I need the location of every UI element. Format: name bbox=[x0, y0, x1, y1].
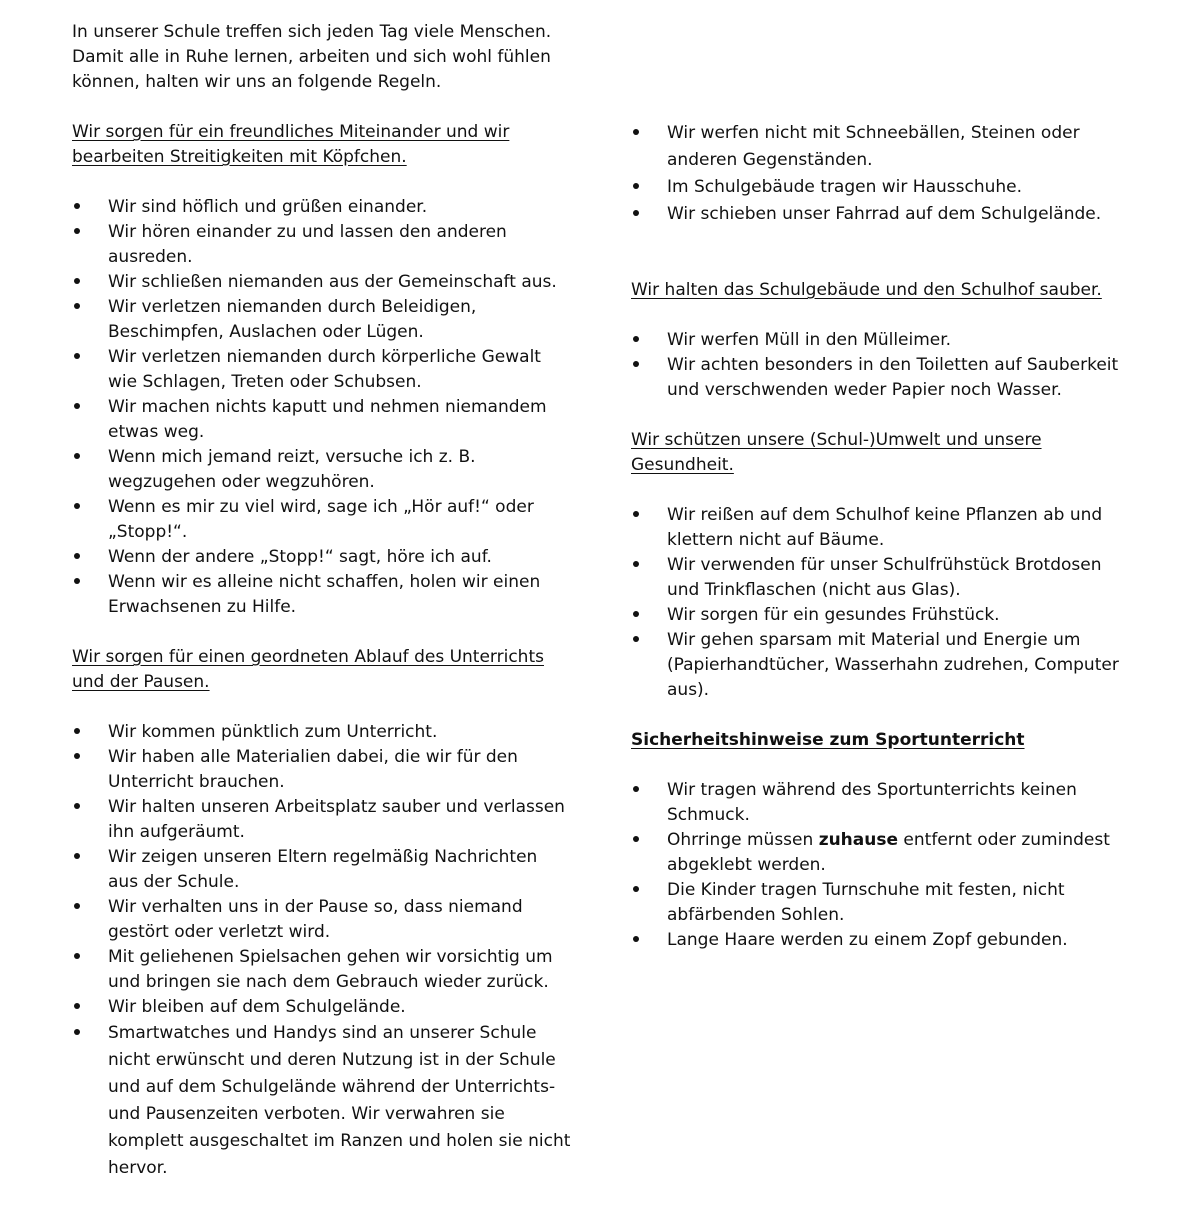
list-item: Wir hören einander zu und lassen den anderen ausreden. bbox=[72, 220, 572, 270]
list-item: Mit geliehenen Spielsachen gehen wir vorsichtig um und bringen sie nach dem Gebrauch wieder zurück. bbox=[72, 945, 572, 995]
bullet-icon bbox=[72, 220, 82, 245]
bullet-icon bbox=[72, 270, 82, 295]
list-item: Wir achten besonders in den Toiletten auf Sauberkeit und verschwenden weder Papier noch Wasser. bbox=[631, 353, 1131, 403]
bullet-icon bbox=[72, 720, 82, 745]
list-ablauf bbox=[72, 720, 572, 1182]
bullet-icon bbox=[631, 174, 641, 201]
list-item: Lange Haare werden zu einem Zopf gebunden. bbox=[631, 928, 1131, 953]
bullet-icon bbox=[72, 1020, 82, 1047]
section-heading-ablauf: Wir sorgen für einen geordneten Ablauf des Unterrichts und der Pausen. bbox=[72, 647, 544, 692]
bullet-icon bbox=[72, 945, 82, 970]
list-item: Wir verwenden für unser Schulfrühstück Brotdosen und Trinkflaschen (nicht aus Glas). bbox=[631, 553, 1131, 603]
bullet-icon bbox=[72, 395, 82, 420]
list-item: Wir zeigen unseren Eltern regelmäßig Nachrichten aus der Schule. bbox=[72, 845, 572, 895]
list-item: Wenn der andere „Stopp!“ sagt, höre ich auf. bbox=[72, 545, 572, 570]
right-column bbox=[631, 120, 1131, 978]
emphasis-text: zuhause bbox=[818, 830, 899, 850]
list-item: Wir gehen sparsam mit Material und Energie um (Papierhandtücher, Wasserhahn zudrehen, Computer aus). bbox=[631, 628, 1131, 703]
bullet-icon bbox=[72, 795, 82, 820]
section-heading-sport: Sicherheitshinweise zum Sportunterricht bbox=[631, 730, 1025, 750]
list-item: Wenn es mir zu viel wird, sage ich „Hör auf!“ oder „Stopp!“. bbox=[72, 495, 572, 545]
bullet-icon bbox=[72, 845, 82, 870]
list-item: Im Schulgebäude tragen wir Hausschuhe. bbox=[631, 174, 1131, 201]
list-item: Wenn mich jemand reizt, versuche ich z. B. wegzugehen oder wegzuhören. bbox=[72, 445, 572, 495]
list-item: Wir bleiben auf dem Schulgelände. bbox=[72, 995, 572, 1020]
bullet-icon bbox=[72, 545, 82, 570]
bullet-icon bbox=[631, 628, 641, 653]
left-column bbox=[72, 20, 572, 1207]
bullet-icon bbox=[72, 995, 82, 1020]
section-heading-umwelt: Wir schützen unsere (Schul-)Umwelt und unsere Gesundheit. bbox=[631, 430, 1042, 475]
bullet-icon bbox=[631, 778, 641, 803]
list-item: Wir werfen Müll in den Mülleimer. bbox=[631, 328, 1131, 353]
list-item: Die Kinder tragen Turnschuhe mit festen, nicht abfärbenden Sohlen. bbox=[631, 878, 1131, 928]
bullet-icon bbox=[72, 445, 82, 470]
bullet-icon bbox=[631, 928, 641, 953]
list-item: Wir tragen während des Sportunterrichts keinen Schmuck. bbox=[631, 778, 1131, 828]
bullet-icon bbox=[72, 745, 82, 770]
bullet-icon bbox=[631, 201, 641, 228]
list-item: Wir haben alle Materialien dabei, die wir für den Unterricht brauchen. bbox=[72, 745, 572, 795]
list-item: Wir machen nichts kaputt und nehmen niemandem etwas weg. bbox=[72, 395, 572, 445]
bullet-icon bbox=[631, 503, 641, 528]
section-heading-sauber: Wir halten das Schulgebäude und den Schulhof sauber. bbox=[631, 280, 1102, 300]
bullet-icon bbox=[631, 603, 641, 628]
bullet-icon bbox=[72, 195, 82, 220]
bullet-icon bbox=[631, 328, 641, 353]
list-sport bbox=[631, 778, 1131, 953]
list-sauber bbox=[631, 328, 1131, 403]
bullet-icon bbox=[72, 495, 82, 520]
bullet-icon bbox=[72, 345, 82, 370]
list-item: Wir schließen niemanden aus der Gemeinschaft aus. bbox=[72, 270, 572, 295]
intro-text: In unserer Schule treffen sich jeden Tag viele Menschen. Damit alle in Ruhe lernen, arbeiten und sich wohl fühlen können, halten wir uns an folgende Regeln. bbox=[72, 22, 552, 92]
list-item: Wenn wir es alleine nicht schaffen, holen wir einen Erwachsenen zu Hilfe. bbox=[72, 570, 572, 620]
list-item: Wir reißen auf dem Schulhof keine Pflanzen ab und klettern nicht auf Bäume. bbox=[631, 503, 1131, 553]
list-item: Wir verletzen niemanden durch Beleidigen, Beschimpfen, Auslachen oder Lügen. bbox=[72, 295, 572, 345]
bullet-icon bbox=[631, 828, 641, 853]
list-item: Wir werfen nicht mit Schneebällen, Steinen oder anderen Gegenständen. bbox=[631, 120, 1131, 174]
list-item: Wir verletzen niemanden durch körperliche Gewalt wie Schlagen, Treten oder Schubsen. bbox=[72, 345, 572, 395]
list-item: Wir kommen pünktlich zum Unterricht. bbox=[72, 720, 572, 745]
bullet-icon bbox=[72, 295, 82, 320]
bullet-icon bbox=[72, 895, 82, 920]
bullet-icon bbox=[631, 553, 641, 578]
list-continued bbox=[631, 120, 1131, 228]
list-item: Wir schieben unser Fahrrad auf dem Schulgelände. bbox=[631, 201, 1131, 228]
bullet-icon bbox=[631, 120, 641, 147]
bullet-icon bbox=[631, 878, 641, 903]
bullet-icon bbox=[631, 353, 641, 378]
section-heading-miteinander: Wir sorgen für ein freundliches Miteinander und wir bearbeiten Streitigkeiten mit Köpfchen. bbox=[72, 122, 510, 167]
list-item: Wir sorgen für ein gesundes Frühstück. bbox=[631, 603, 1131, 628]
list-item: Wir sind höflich und grüßen einander. bbox=[72, 195, 572, 220]
list-item: Wir halten unseren Arbeitsplatz sauber und verlassen ihn aufgeräumt. bbox=[72, 795, 572, 845]
bullet-icon bbox=[72, 570, 82, 595]
list-miteinander bbox=[72, 195, 572, 620]
list-item: Smartwatches und Handys sind an unserer Schule nicht erwünscht und deren Nutzung ist in der Schule und auf dem Schulgelände während der Unterrichts- und Pausenzeiten verboten. Wir verwahren sie komplett ausgeschaltet im Ranzen und holen sie nicht hervor. bbox=[72, 1020, 572, 1182]
list-item: Wir verhalten uns in der Pause so, dass niemand gestört oder verletzt wird. bbox=[72, 895, 572, 945]
list-item: Ohrringe müssen zuhause entfernt oder zumindest abgeklebt werden. bbox=[631, 828, 1131, 878]
list-umwelt bbox=[631, 503, 1131, 703]
